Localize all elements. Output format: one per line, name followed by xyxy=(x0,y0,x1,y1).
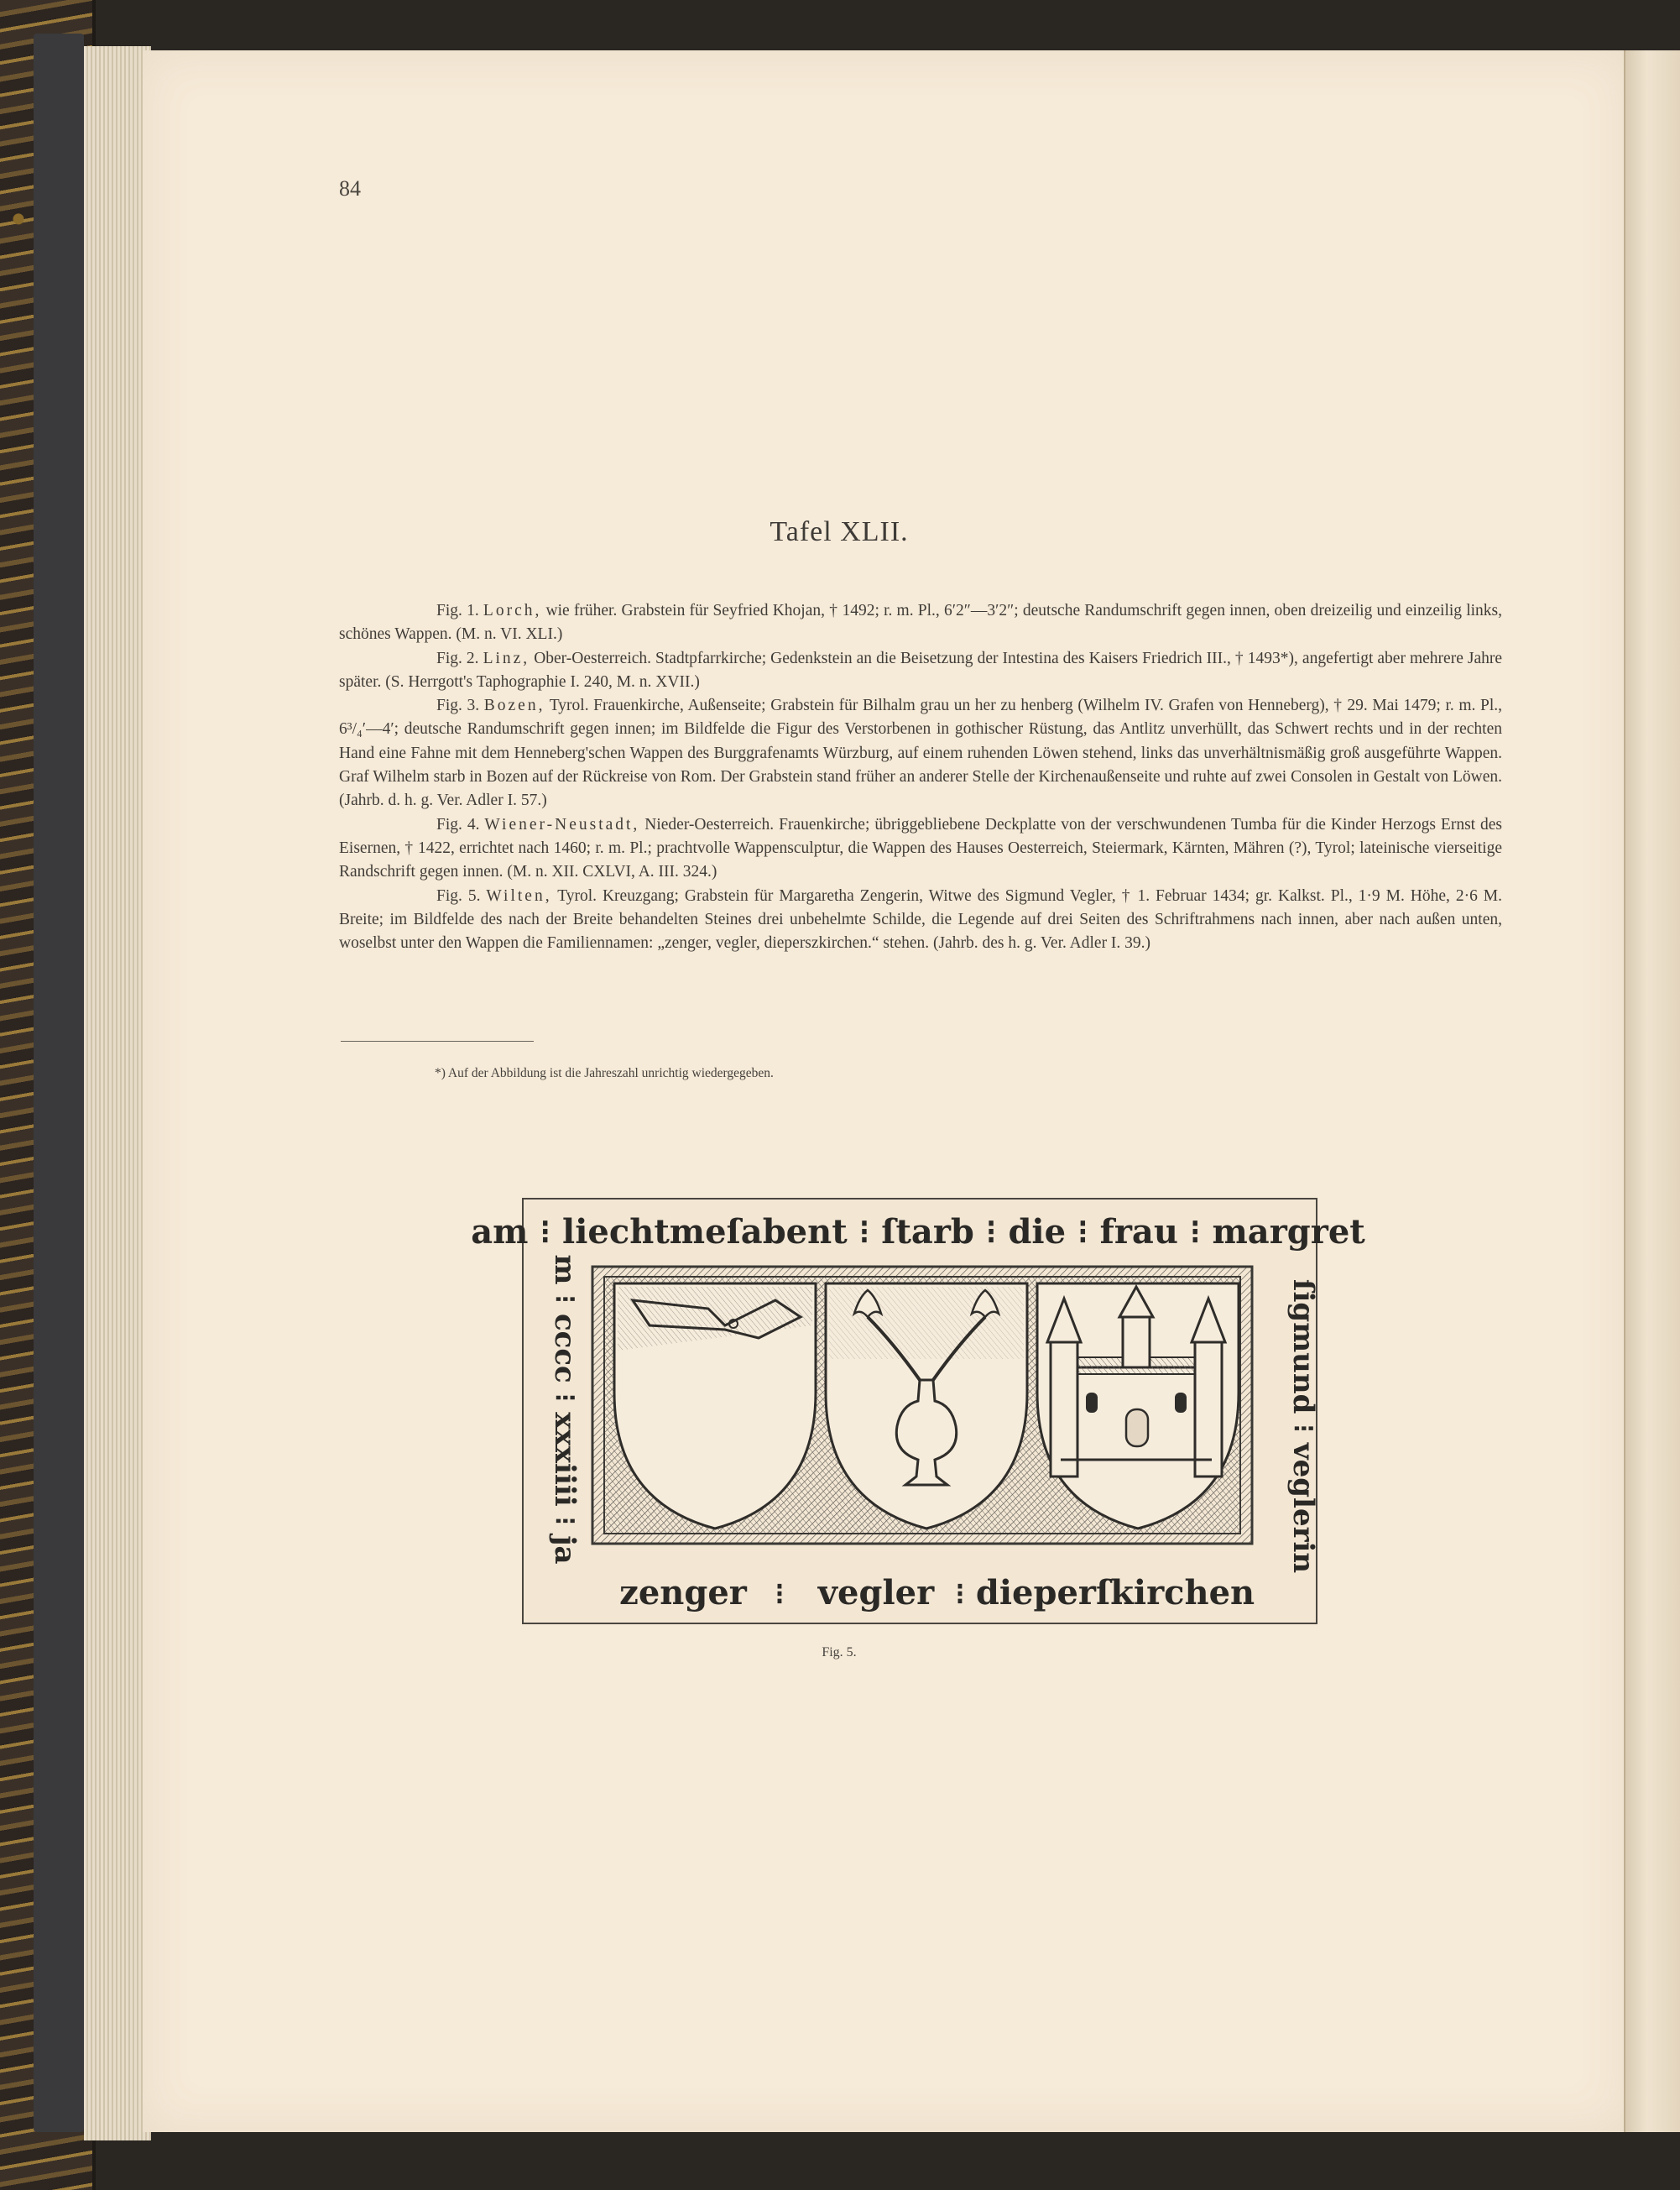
name-dieperskirchen: dieperſkirchen xyxy=(975,1573,1255,1612)
tombstone-drawing xyxy=(471,1200,1365,1626)
separator-2: ⁝ xyxy=(955,1576,965,1612)
entry-fig-1: Fig. 1. Lorch, wie früher. Grabstein für Seyfried Khojan, † 1492; r. m. Pl., 6′2″—3′2″; deutsche Randumschrift gegen innen, oben dreizeilig und einzeilig links, schönes Wappen. (M. n. VI. XLI.) xyxy=(339,602,1503,644)
page-stack-edges xyxy=(84,46,151,2140)
page-number: 84 xyxy=(339,176,361,201)
footnote-rule xyxy=(341,1041,534,1042)
entry-fig-3: Fig. 3. Bozen, Tyrol. Frauenkirche, Außenseite; Grabstein für Bilhalm grau un her zu henberg (Wilhelm IV. Grafen von Henneberg), † 29. Mai 1479; r. m. Pl., 6³/₄′—4′; deutsche Randumschrift gegen innen; im Bildfelde die Figur des Verstorbenen in gothischer Rüstung, das Antlitz unverhüllt, das Schwert rechts und in der rechten Hand eine Fahne mit dem Henneberg'schen Wappen des Burggrafenamts Würzburg, auf einem ruhenden Löwen stehend, links das unverhältnismäßig groß ausgeführte Wappen. Graf Wilhelm starb in Bozen auf der Rückreise von Rom. Der Grabstein stand früher an anderer Stelle der Kirchenaußenseite und ruhte auf zwei Consolen in Gestalt von Löwen. (Jahrb. d. h. g. Ver. Adler I. 57.) xyxy=(339,697,1503,810)
figure-caption: Fig. 5. xyxy=(822,1645,857,1659)
footnote: *) Auf der Abbildung ist die Jahreszahl unrichtig wiedergegeben. xyxy=(435,1066,774,1080)
figure-descriptions xyxy=(339,599,1502,955)
entry-fig-2: Fig. 2. Linz, Ober-Oesterreich. Stadtpfarrkirche; Gedenkstein an die Beisetzung der Intestina des Kaisers Friedrich III., † 1493*), angefertigt aber mehrere Jahre später. (S. Herrgott's Taphographie I. 240, M. n. XVII.) xyxy=(339,649,1503,691)
book-spine xyxy=(34,34,84,2132)
name-zenger: zenger xyxy=(619,1573,747,1612)
tombstone-illustration xyxy=(471,1198,1365,1624)
plate-title: Tafel XLII. xyxy=(770,516,909,547)
top-inscription: am ⁝ liechtmeſabent ⁝ ſtarb ⁝ die ⁝ frau ⁝ margret xyxy=(471,1212,1365,1252)
book-page xyxy=(143,50,1628,2132)
separator-1: ⁝ xyxy=(775,1576,785,1612)
right-inscription: ſigmund ⁝ veglerin xyxy=(1286,1278,1320,1574)
name-vegler: vegler xyxy=(817,1573,935,1612)
entry-fig-5: Fig. 5. Wilten, Tyrol. Kreuzgang; Grabstein für Margaretha Zengerin, Witwe des Sigmund Vegler, † 1. Februar 1434; gr. Kalkst. Pl., 1·9 M. Höhe, 2·6 M. Breite; im Bildfelde des nach der Breite behandelten Steines drei unbehelmte Schilde, die Legende auf drei Seiten des Schriftrahmens nach innen, aber nach außen unten, woselbst unter den Wappen die Familiennamen: „zenger, vegler, dieperszkirchen.“ stehen. (Jahrb. des h. g. Ver. Adler I. 39.) xyxy=(339,886,1503,953)
left-inscription: m ⁝ cccc ⁝ xxxiiii ⁝ ja xyxy=(548,1254,582,1565)
page-gutter xyxy=(1624,50,1680,2132)
entry-fig-4: Fig. 4. Wiener-Neustadt, Nieder-Oesterreich. Frauenkirche; übriggebliebene Deckplatte von der verschwundenen Tumba für die Kinder Herzogs Ernst des Eisernen, † 1422, errichtet nach 1460; r. m. Pl.; prachtvolle Wappensculptur, die Wappen des Hauses Oesterreich, Steiermark, Kärnten, Mähren (?), Tyrol; lateinische vierseitige Randschrift gegen innen. (M. n. XII. CXLVI, A. III. 324.) xyxy=(339,815,1503,881)
